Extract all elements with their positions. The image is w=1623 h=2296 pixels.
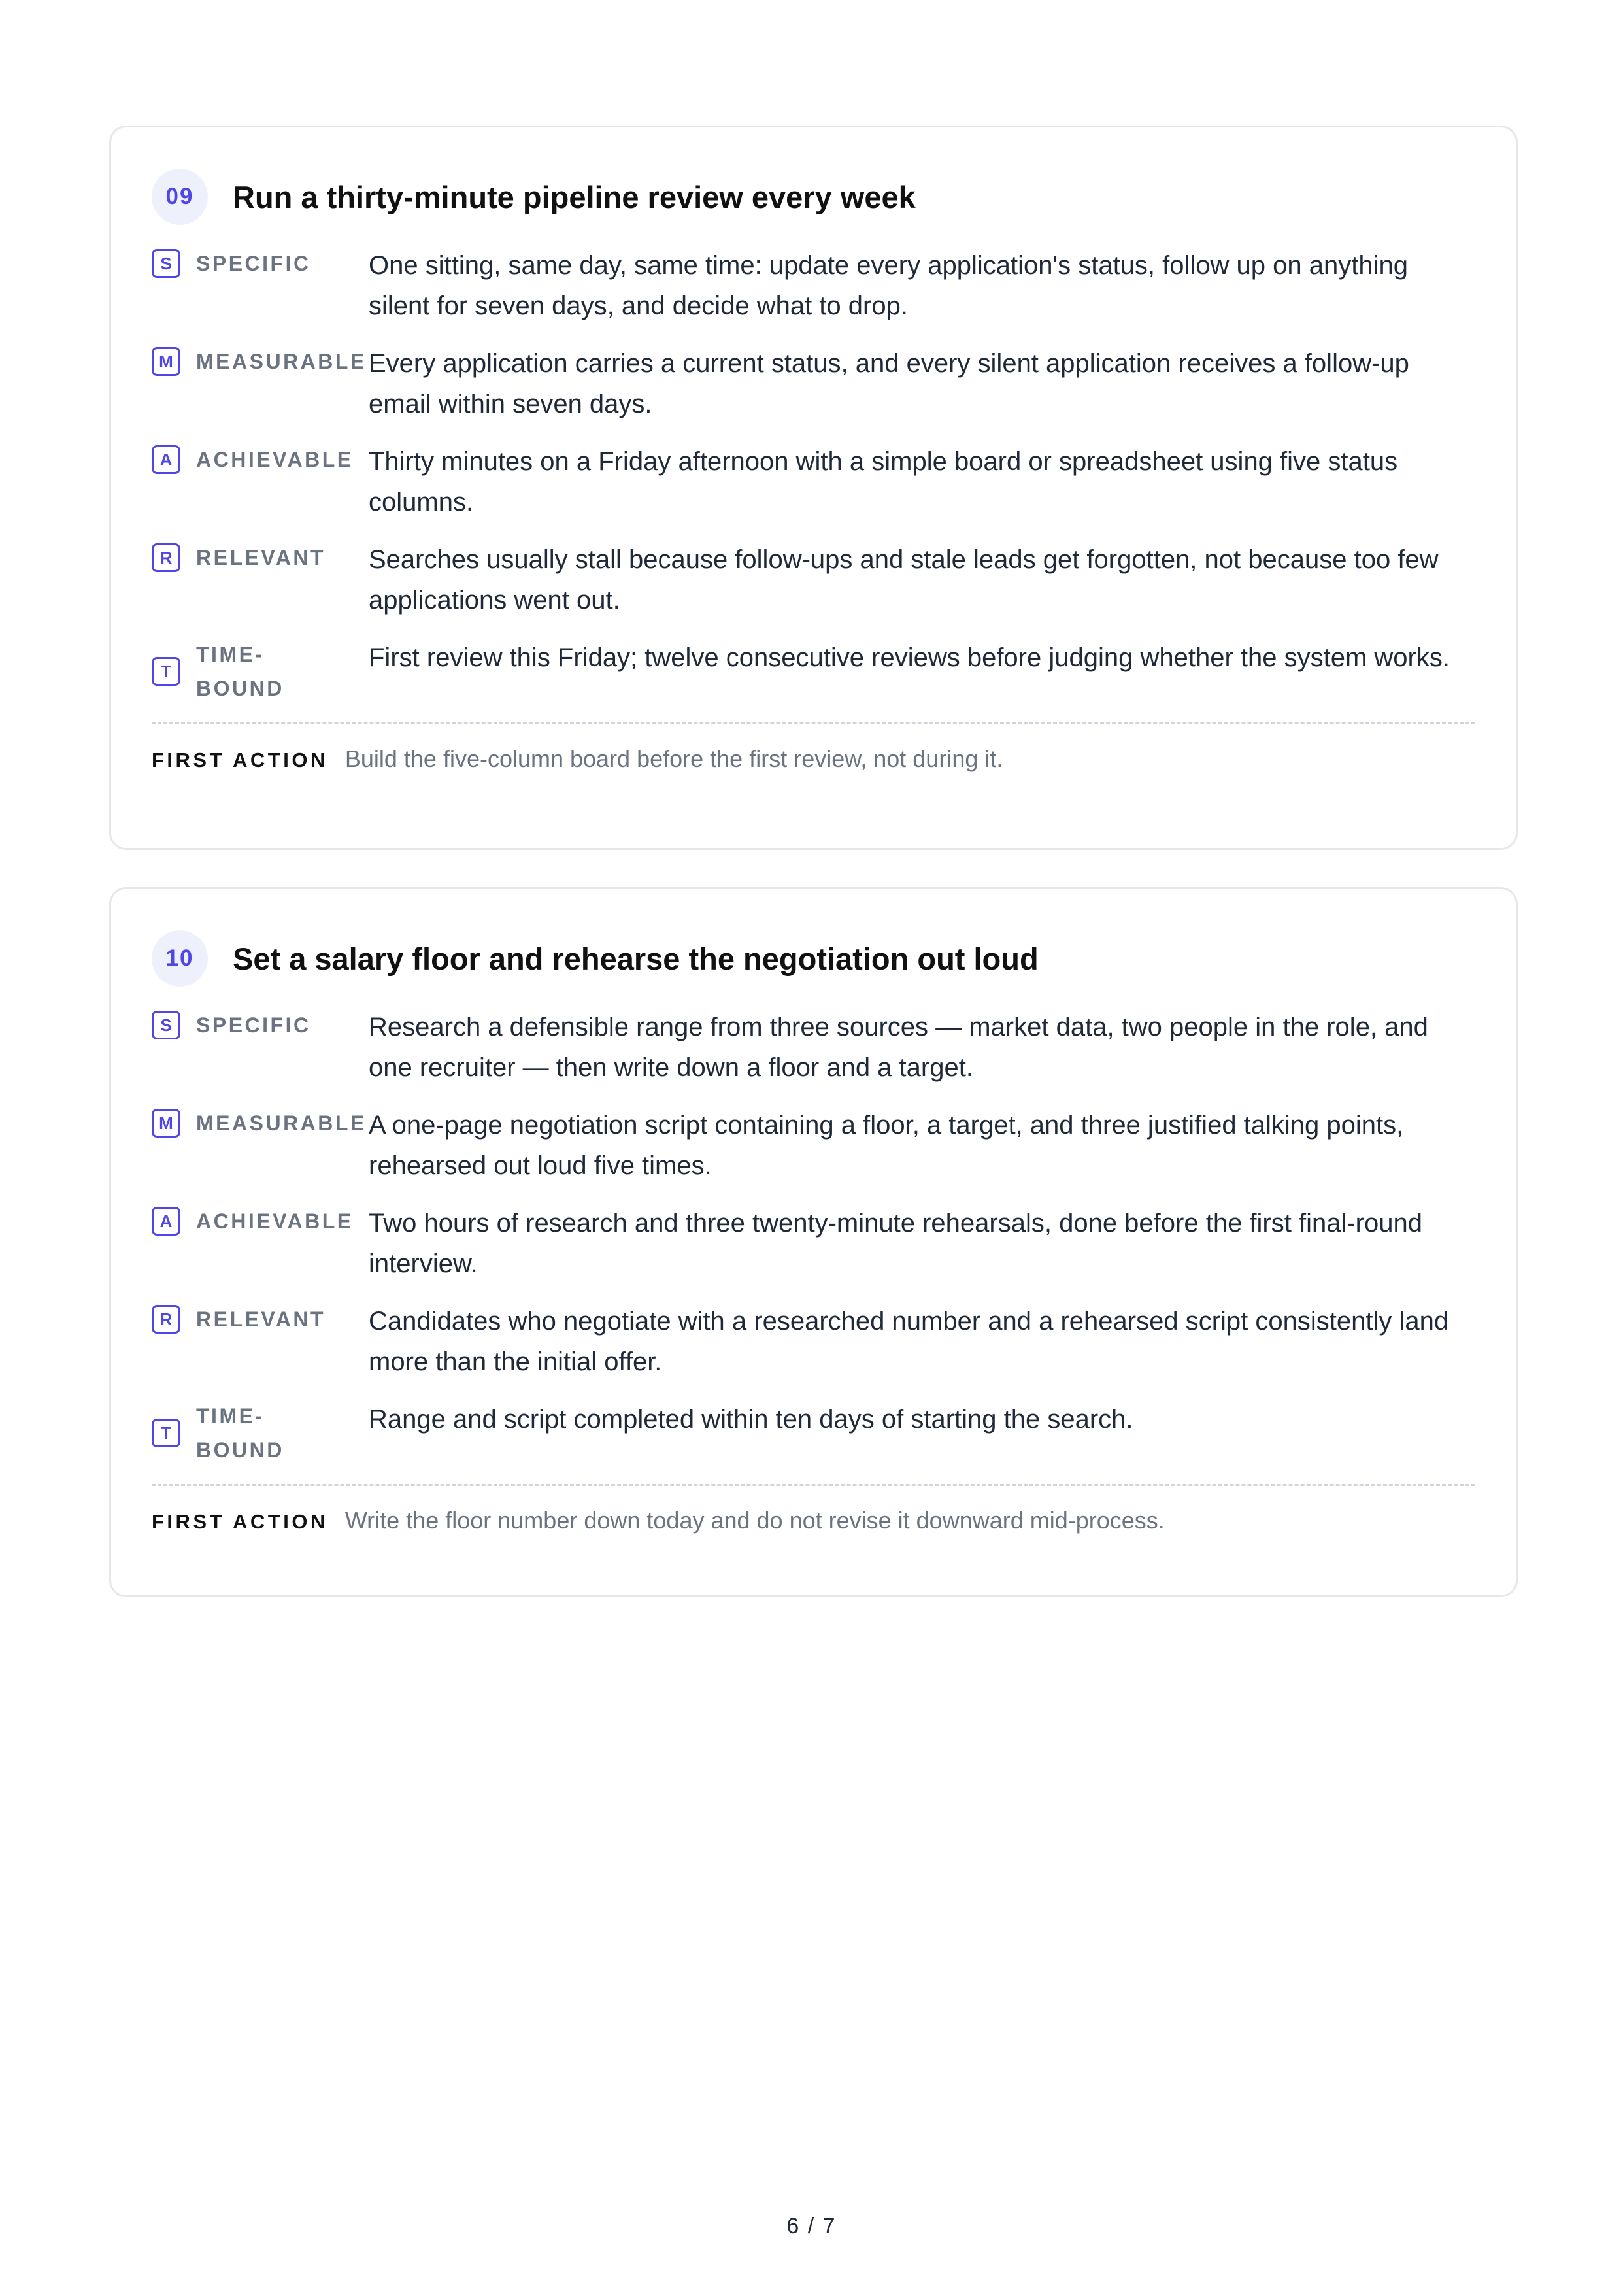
smart-key <box>152 1301 369 1336</box>
smart-text: Thirty minutes on a Friday afternoon with a simple board or spreadsheet using five status columns. <box>369 447 1398 516</box>
first-action <box>152 1507 1475 1534</box>
smart-row-time-bound <box>152 637 1475 705</box>
smart-text: Searches usually stall because follow-ups and stale leads get forgotten, not because too few applications went out. <box>369 545 1439 615</box>
smart-row-achievable <box>152 1203 1475 1284</box>
goal-card <box>109 126 1518 850</box>
smart-letter-badge: T <box>152 1419 180 1447</box>
first-action <box>152 745 1475 773</box>
smart-text: One sitting, same day, same time: update every application's status, follow up on anything silent for seven days, and decide what to drop. <box>369 251 1408 320</box>
smart-label: TIME-BOUND <box>196 643 284 700</box>
smart-label: ACHIEVABLE <box>196 1209 354 1233</box>
goal-header <box>152 168 1475 226</box>
smart-key <box>152 1203 369 1238</box>
smart-criteria-list <box>152 1007 1475 1467</box>
smart-label: ACHIEVABLE <box>196 448 354 471</box>
smart-row-achievable <box>152 441 1475 522</box>
smart-letter-badge: A <box>152 445 180 474</box>
smart-label: RELEVANT <box>196 1308 326 1331</box>
goal-header <box>152 930 1475 987</box>
divider <box>152 1484 1475 1486</box>
smart-row-time-bound <box>152 1399 1475 1467</box>
smart-label: TIME-BOUND <box>196 1404 284 1462</box>
smart-label: RELEVANT <box>196 546 326 569</box>
smart-label: MEASURABLE <box>196 350 367 373</box>
smart-letter-badge: S <box>152 249 180 278</box>
first-action-label: FIRST ACTION <box>152 1510 328 1533</box>
smart-criteria-list <box>152 245 1475 705</box>
page-number: 6 / 7 <box>786 2214 837 2238</box>
first-action-text: Build the five-column board before the first review, not during it. <box>344 745 1003 772</box>
first-action-label: FIRST ACTION <box>152 749 328 771</box>
smart-letter-badge: A <box>152 1207 180 1236</box>
smart-text: Candidates who negotiate with a researched number and a rehearsed script consistently land more than the initial offer. <box>369 1307 1449 1376</box>
smart-key <box>152 441 369 477</box>
smart-label: SPECIFIC <box>196 1013 311 1037</box>
smart-key <box>152 637 369 705</box>
smart-text: Range and script completed within ten days of starting the search. <box>369 1405 1133 1434</box>
smart-label: MEASURABLE <box>196 1111 367 1135</box>
smart-text: Every application carries a current status, and every silent application receives a follow-up email within seven days. <box>369 349 1409 418</box>
smart-row-measurable <box>152 343 1475 424</box>
smart-key <box>152 1399 369 1467</box>
smart-letter-badge: M <box>152 347 180 376</box>
goal-title: Set a salary floor and rehearse the negotiation out loud <box>233 941 1039 976</box>
smart-text: Research a defensible range from three sources — market data, two people in the role, and one recruiter — then write down a floor and a target. <box>369 1013 1428 1082</box>
divider <box>152 722 1475 724</box>
smart-key <box>152 343 369 379</box>
smart-row-relevant <box>152 539 1475 620</box>
smart-row-measurable <box>152 1105 1475 1186</box>
goal-number-badge: 09 <box>152 169 208 225</box>
smart-letter-badge: T <box>152 657 180 686</box>
smart-letter-badge: R <box>152 543 180 572</box>
smart-text: A one-page negotiation script containing a floor, a target, and three justified talking points, rehearsed out loud five times. <box>369 1111 1404 1180</box>
smart-letter-badge: S <box>152 1011 180 1039</box>
smart-row-specific <box>152 245 1475 326</box>
smart-key <box>152 1105 369 1140</box>
smart-key <box>152 1007 369 1042</box>
goal-card <box>109 887 1518 1597</box>
goal-number-badge: 10 <box>152 930 208 987</box>
smart-label: SPECIFIC <box>196 252 311 275</box>
smart-text: Two hours of research and three twenty-minute rehearsals, done before the first final-round interview. <box>369 1209 1422 1278</box>
goal-title: Run a thirty-minute pipeline review every week <box>233 179 916 214</box>
smart-letter-badge: R <box>152 1305 180 1334</box>
smart-key <box>152 539 369 575</box>
first-action-text: Write the floor number down today and do not revise it downward mid-process. <box>344 1507 1165 1534</box>
smart-letter-badge: M <box>152 1109 180 1138</box>
smart-text: First review this Friday; twelve consecutive reviews before judging whether the system works. <box>369 643 1450 672</box>
smart-row-specific <box>152 1007 1475 1088</box>
smart-row-relevant <box>152 1301 1475 1382</box>
smart-key <box>152 245 369 280</box>
